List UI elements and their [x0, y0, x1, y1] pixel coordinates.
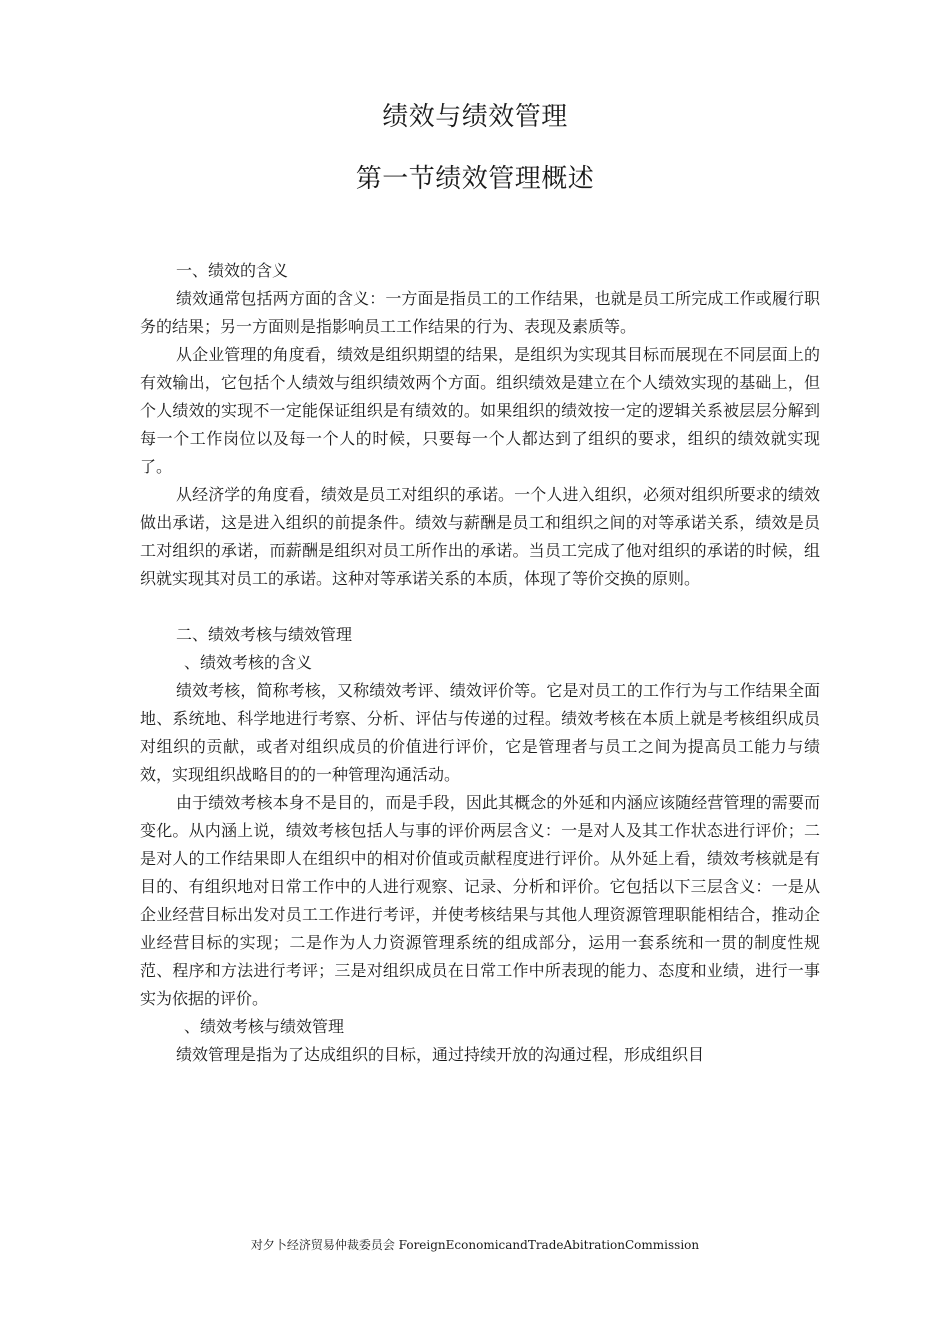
subheading: 、绩效考核与绩效管理: [184, 1017, 345, 1036]
subheading: 、绩效考核的含义: [184, 653, 313, 672]
page-footer: 对夕卜经济贸易仲裁委员会 ForeignEconomicandTradeAbitrationCommission: [250, 1238, 700, 1252]
paragraph: 由于绩效考核本身不是目的，而是手段，因此其概念的外延和内涵应该随经营管理的需要而变化。从内涵上说，绩效考核包括人与事的评价两层含义：一是对人及其工作状态进行评价；二是对人的工作结果即人在组织中的相对价值或贡献程度进行评价。从外延上看，绩效考核就是有目的、有组织地对日常工作中的人进行观察、记录、分析和评价。它包括以下三层含义：一是从企业经营目标出发对员工工作进行考评，并使考核结果与其他人理资源管理职能相结合，推动企业经营目标的实现；二是作为人力资源管理系统的组成部分，运用一套系统和一贯的制度性规范、程序和方法进行考评；三是对组织成员在日常工作中所表现的能力、态度和业绩，进行一事实为依据的评价。: [140, 793, 820, 1008]
document-title: 绩效与绩效管理: [382, 102, 568, 132]
paragraph: 绩效管理是指为了达成组织的目标，通过持续开放的沟通过程，形成组织目: [176, 1045, 705, 1064]
paragraph: 从企业管理的角度看，绩效是组织期望的结果，是组织为实现其目标而展现在不同层面上的有效输出，它包括个人绩效与组织绩效两个方面。组织绩效是建立在个人绩效实现的基础上，但个人绩效的实现不一定能保证组织是有绩效的。如果组织的绩效按一定的逻辑关系被层层分解到每一个工作岗位以及每一个人的时候，只要每一个人都达到了组织的要求，组织的绩效就实现了。: [140, 345, 820, 476]
paragraph: 绩效通常包括两方面的含义：一方面是指员工的工作结果，也就是员工所完成工作或履行职务的结果；另一方面则是指影响员工工作结果的行为、表现及素质等。: [140, 289, 820, 336]
paragraph: 绩效考核，简称考核，又称绩效考评、绩效评价等。它是对员工的工作行为与工作结果全面地、系统地、科学地进行考察、分析、评估与传递的过程。绩效考核在本质上就是考核组织成员对组织的贡献，或者对组织成员的价值进行评价，它是管理者与员工之间为提高员工能力与绩效，实现组织战略目的的一种管理沟通活动。: [140, 681, 820, 784]
heading-2: 二、绩效考核与绩效管理: [176, 625, 353, 644]
heading-1: 一、绩效的含义: [176, 261, 289, 280]
section-title: 第一节绩效管理概述: [355, 164, 595, 194]
paragraph: 从经济学的角度看，绩效是员工对组织的承诺。一个人进入组织，必须对组织所要求的绩效做出承诺，这是进入组织的前提条件。绩效与薪酬是员工和组织之间的对等承诺关系，绩效是员工对组织的承诺，而薪酬是组织对员工所作出的承诺。当员工完成了他对组织的承诺的时候，组织就实现其对员工的承诺。这种对等承诺关系的本质，体现了等价交换的原则。: [140, 485, 820, 588]
document-body: [140, 257, 820, 1069]
spacer: [140, 593, 820, 621]
